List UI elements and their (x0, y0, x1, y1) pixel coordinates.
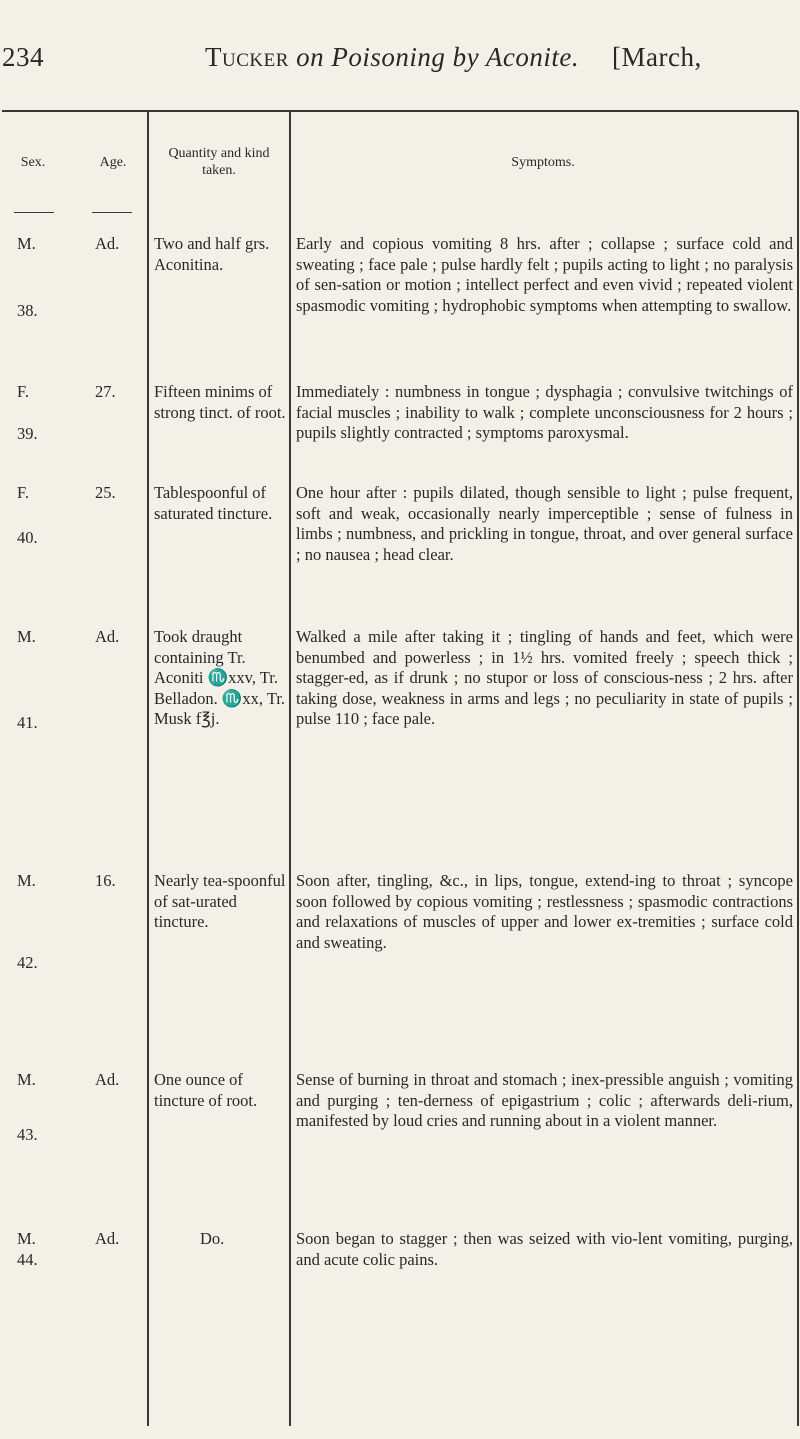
symptoms-cell: Soon after, tingling, &c., in lips, tongue, extend-ing to throat ; syncope soon followed by copious vomiting ; restlessness ; spasmodic contractions and relaxations of muscles of upper and lower ex-tremities ; surface cold and sweating. (296, 871, 793, 952)
page-number: 234 (2, 42, 44, 72)
quantity-cell: Tablespoonful of saturated tincture. (154, 483, 273, 523)
case-number: 41. (17, 713, 38, 732)
sex-cell: M. (17, 234, 36, 253)
author-name: Tucker (205, 42, 289, 72)
quantity-cell: Nearly tea-spoonful of sat-urated tincture. (154, 871, 286, 931)
sex-cell: F. (17, 382, 29, 401)
sex-cell: M. (17, 871, 36, 890)
case-number: 42. (17, 953, 38, 972)
quantity-cell: One ounce of tincture of root. (154, 1070, 258, 1110)
running-header (0, 42, 800, 82)
quantity-cell: Do. (200, 1229, 225, 1248)
header-underline-sex (14, 212, 54, 213)
sex-cell: M. (17, 1070, 36, 1089)
column-header-symptoms: Symptoms. (511, 155, 575, 170)
sex-cell: M. (17, 1229, 36, 1248)
case-number: 39. (17, 424, 38, 443)
column-header-sex: Sex. (20, 155, 46, 170)
header-underline-age (92, 212, 132, 213)
symptoms-cell: Walked a mile after taking it ; tingling of hands and feet, which were benumbed and powerless ; in 1½ hrs. vomited freely ; speech thick ; stagger-ed, as if drunk ; no stupor or loss of conscious-ness ; 2 hrs. after taking dose, weakness in arms and legs ; no peculiarity in state of pupils ; pulse 110 ; face pale. (296, 627, 793, 728)
age-cell: Ad. (95, 1229, 120, 1248)
sex-cell: F. (17, 483, 29, 502)
issue-date: [March, (612, 42, 702, 72)
age-cell: 27. (95, 382, 116, 401)
quantity-cell: Took draught containing Tr. Aconiti ♏xxv, Tr. Belladon. ♏xx, Tr. Musk f℥j. (154, 627, 286, 728)
age-cell: 16. (95, 871, 116, 890)
symptoms-cell: Immediately : numbness in tongue ; dysphagia ; convulsive twitchings of facial muscles ; inability to walk ; complete unconsciousness for 2 hours ; pupils slightly contracted ; symptoms paroxysmal. (296, 382, 793, 442)
column-divider-age-quantity (147, 111, 149, 1426)
case-number: 44. (17, 1250, 38, 1269)
sex-cell: M. (17, 627, 36, 646)
table-right-edge (797, 111, 799, 1426)
title-italic: on Poisoning by Aconite. (296, 42, 580, 72)
age-cell: Ad. (95, 627, 120, 646)
quantity-cell: Fifteen minims of strong tinct. of root. (154, 382, 286, 422)
column-header-age: Age. (99, 155, 127, 170)
symptoms-cell: Sense of burning in throat and stomach ; inex-pressible anguish ; vomiting and purging ; ten-derness of epigastrium ; colic ; afterwards deli-rium, manifested by loud cries and running about in a violent manner. (296, 1070, 793, 1130)
case-number: 43. (17, 1125, 38, 1144)
column-header-quantity: Quantity and kind taken. (168, 146, 270, 178)
table-top-rule (2, 110, 798, 112)
running-title (205, 42, 579, 73)
symptoms-cell: Early and copious vomiting 8 hrs. after ; collapse ; surface cold and sweating ; face pale ; pulse hardly felt ; pupils acting to light ; no paralysis of sen-sation or motion ; intellect perfect and even vivid ; repeated violent spasmodic vomiting ; hydrophobic symptoms when attempting to swallow. (296, 234, 793, 315)
age-cell: 25. (95, 483, 116, 502)
symptoms-cell: Soon began to stagger ; then was seized with vio-lent vomiting, purging, and acute colic pains. (296, 1229, 793, 1269)
case-number: 38. (17, 301, 38, 320)
symptoms-cell: One hour after : pupils dilated, though sensible to light ; pulse frequent, soft and weak, occasionally nearly imperceptible ; sense of fulness in limbs ; numbness, and prickling in tongue, throat, and over general surface ; no nausea ; head clear. (296, 483, 793, 564)
age-cell: Ad. (95, 234, 120, 253)
age-cell: Ad. (95, 1070, 120, 1089)
column-divider-quantity-symptoms (289, 111, 291, 1426)
quantity-cell: Two and half grs. Aconitina. (154, 234, 270, 274)
case-number: 40. (17, 528, 38, 547)
